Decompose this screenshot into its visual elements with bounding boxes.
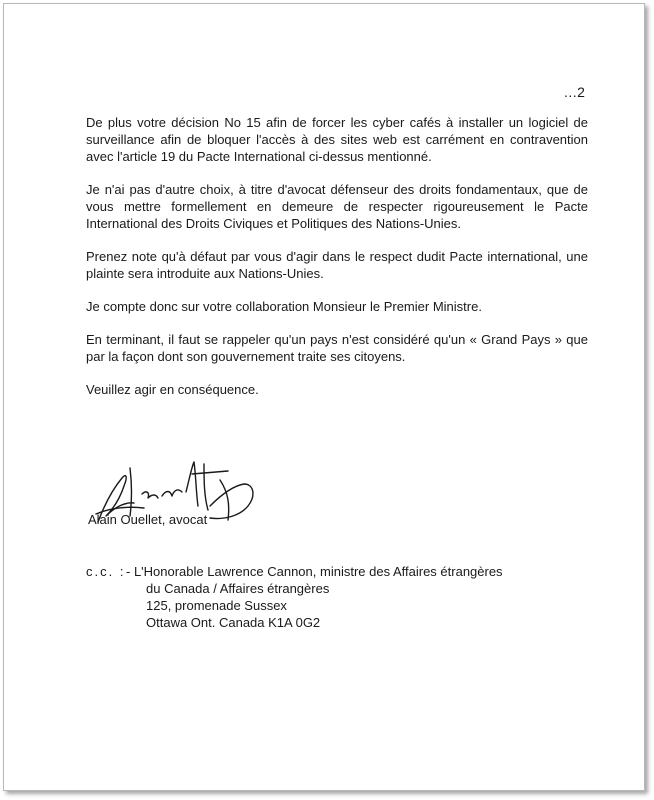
paragraph-complaint: Prenez note qu'à défaut par vous d'agir dans le respect dudit Pacte international, une plainte sera introduite aux Nations-Unies. — [86, 249, 588, 281]
paragraph-formal-notice: Je n'ai pas d'autre choix, à titre d'avocat défenseur des droits fondamentaux, que de vous mettre formellement en demeure de respecter rigoureusement le Pacte International des Droits Civiques et Politiques des Nations-Unies. — [86, 182, 588, 231]
page-number: ...2 — [564, 84, 586, 100]
cc-recipient — [126, 563, 503, 631]
cc-line-street: 125, promenade Sussex — [146, 598, 287, 613]
cc-line-recipient: - L'Honorable Lawrence Cannon, ministre des Affaires étrangères — [126, 564, 503, 579]
document-page — [3, 3, 645, 791]
cc-line-department: du Canada / Affaires étrangères — [146, 581, 330, 596]
paragraph-collaboration: Je compte donc sur votre collaboration Monsieur le Premier Ministre. — [86, 299, 482, 314]
paragraph-decision: De plus votre décision No 15 afin de forcer les cyber cafés à installer un logiciel de surveillance afin de bloquer l'accès à des sites web est carrément en contravention avec l'article 19 du Pacte International ci-dessus mentionné. — [86, 115, 588, 164]
cc-line-city: Ottawa Ont. Canada K1A 0G2 — [146, 615, 321, 630]
paragraph-closing: En terminant, il faut se rappeler qu'un pays n'est considéré qu'un « Grand Pays » que par la façon dont son gouvernement traite ses citoyens. — [86, 332, 588, 364]
cc-label: c.c. : — [86, 564, 126, 579]
paragraph-act: Veuillez agir en conséquence. — [86, 382, 259, 397]
signer-name: Alain Ouellet, avocat — [88, 512, 208, 527]
signature-block — [84, 454, 284, 534]
letter-body — [86, 114, 588, 414]
